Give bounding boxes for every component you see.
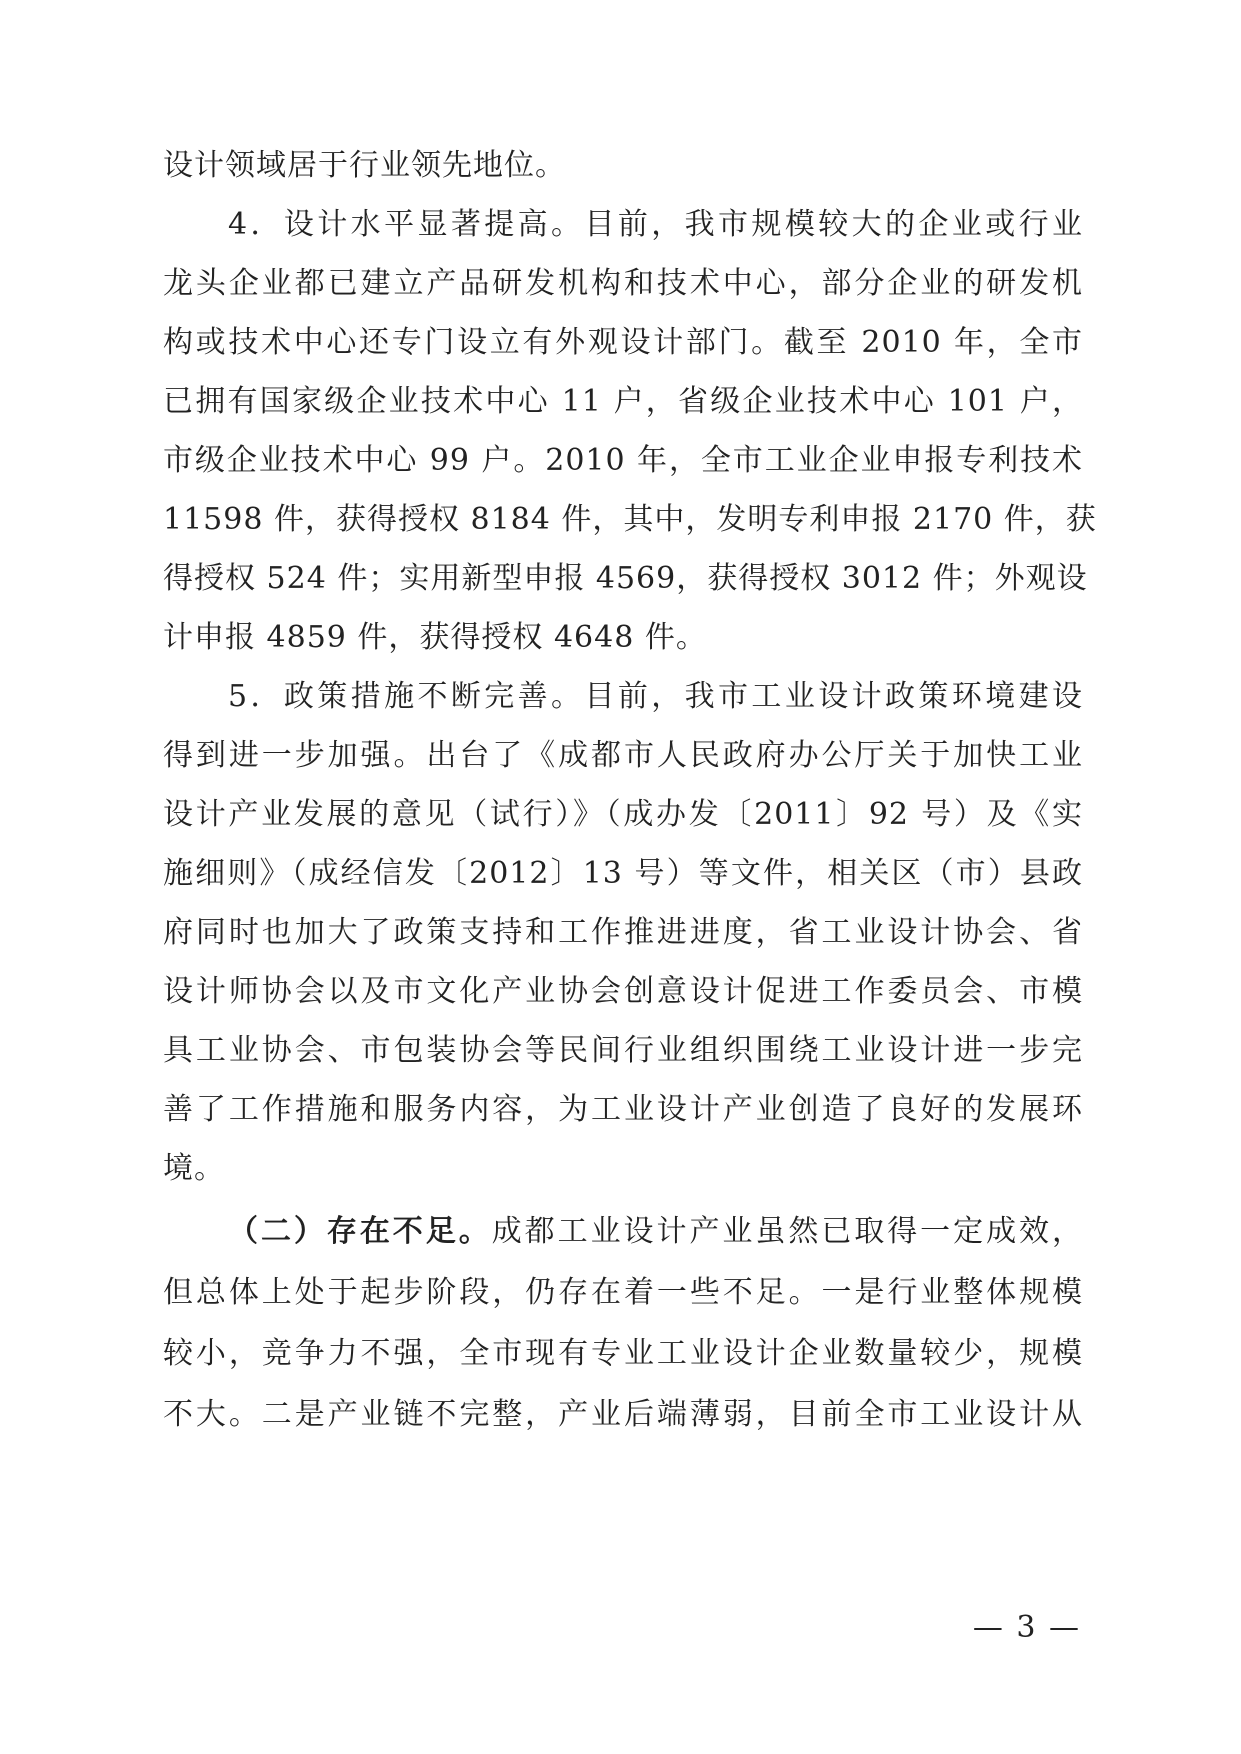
page-number: — 3 — [972,1610,1081,1645]
text-line: 5．政策措施不断完善。目前，我市工业设计政策环境建设 [228,679,1083,714]
text-line: 构或技术中心还专门设立有外观设计部门。截至 2010 年，全市 [163,325,1083,360]
text-line: 已拥有国家级企业技术中心 11 户，省级企业技术中心 101 户， [163,384,1083,419]
text-line: 计申报 4859 件，获得授权 4648 件。 [163,620,707,655]
section-heading-rest: 成都工业设计产业虽然已取得一定成效， [491,1214,1084,1249]
text-line: 但总体上处于起步阶段，仍存在着一些不足。一是行业整体规模 [163,1275,1083,1310]
text-line: 不大。二是产业链不完整，产业后端薄弱，目前全市工业设计从 [163,1397,1083,1432]
text-line: 较小，竞争力不强，全市现有专业工业设计企业数量较少，规模 [163,1336,1083,1371]
text-line: 设计师协会以及市文化产业协会创意设计促进工作委员会、市模 [163,974,1083,1009]
text-line: 得到进一步加强。出台了《成都市人民政府办公厅关于加快工业 [163,738,1083,773]
section-heading-line [228,1200,1083,1264]
text-line: 市级企业技术中心 99 户。2010 年，全市工业企业申报专利技术 [163,443,1083,478]
text-line: 境。 [163,1151,225,1186]
text-line: 施细则》（成经信发〔2012〕13 号）等文件，相关区（市）县政 [163,856,1083,891]
text-line: 设计产业发展的意见（试行）》（成办发〔2011〕92 号）及《实 [163,797,1083,832]
text-line: 设计领域居于行业领先地位。 [163,148,566,183]
text-line: 具工业协会、市包装协会等民间行业组织围绕工业设计进一步完 [163,1033,1083,1068]
text-line: 4．设计水平显著提高。目前，我市规模较大的企业或行业 [228,207,1083,242]
text-line: 龙头企业都已建立产品研发机构和技术中心，部分企业的研发机 [163,266,1083,301]
text-line: 善了工作措施和服务内容，为工业设计产业创造了良好的发展环 [163,1092,1083,1127]
text-line: 府同时也加大了政策支持和工作推进进度，省工业设计协会、省 [163,915,1083,950]
text-line: 11598 件，获得授权 8184 件，其中，发明专利申报 2170 件，获 [163,502,1097,537]
section-heading: （二）存在不足。 [228,1214,492,1249]
text-line: 得授权 524 件；实用新型申报 4569，获得授权 3012 件；外观设 [163,561,1088,596]
